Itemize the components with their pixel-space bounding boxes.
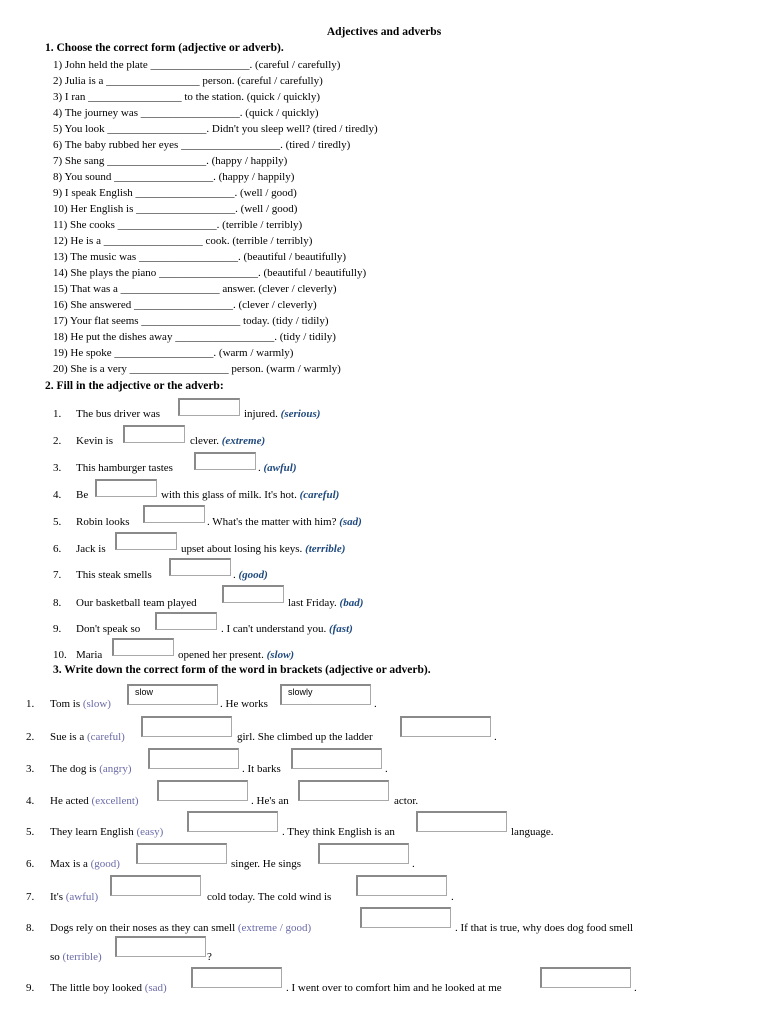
section1-line: 13) The music was __________________. (beautiful / beautifully) (53, 251, 347, 263)
section3-number: 5. (26, 826, 35, 838)
section3-number: 4. (26, 795, 35, 807)
section1-line: 7) She sang __________________. (happy / happily) (53, 155, 288, 167)
section1-heading: 1. Choose the correct form (adjective or adverb). (45, 42, 284, 54)
section1-line: 5) You look __________________. Didn't you sleep well? (tired / tiredly) (53, 123, 378, 135)
answer-input[interactable]: slow (127, 684, 218, 705)
answer-input[interactable] (356, 875, 447, 896)
section3-text-middle: . They think English is an (282, 826, 395, 838)
section3-number: 1. (26, 698, 35, 710)
hint-word: (careful) (86, 731, 125, 743)
answer-input[interactable] (115, 532, 177, 550)
answer-input[interactable] (194, 452, 256, 470)
section2-text-before: This steak smells (76, 569, 152, 581)
answer-input[interactable] (95, 479, 157, 497)
section3-text-start: It's (awful) (50, 891, 99, 903)
section3-text-middle: . If that is true, why does dog food smell (455, 922, 634, 934)
section1-line: 4) The journey was __________________. (quick / quickly) (53, 107, 319, 119)
section2-number: 1. (53, 408, 62, 420)
section1-line: 10) Her English is __________________. (well / good) (53, 203, 298, 215)
section2-number: 8. (53, 597, 62, 609)
hint-word: (terrible) (305, 543, 346, 555)
section2-text-before: Don't speak so (76, 623, 141, 635)
hint-word: (fast) (328, 623, 353, 635)
answer-input[interactable] (360, 907, 451, 928)
hint-word: (serious) (280, 408, 321, 420)
section3-number: 8. (26, 922, 35, 934)
section2-text-before: Our basketball team played (76, 597, 197, 609)
section3-text-middle: . He's an (251, 795, 289, 807)
section2-heading: 2. Fill in the adjective or the adverb: (45, 380, 224, 392)
section1-line: 20) She is a very __________________ person. (warm / warmly) (53, 363, 341, 375)
section1-line: 19) He spoke __________________. (warm / warmly) (53, 347, 294, 359)
section2-number: 10. (53, 649, 67, 661)
section1-line: 11) She cooks __________________. (terrible / terribly) (53, 219, 303, 231)
section3-text-start: Tom is (slow) (50, 698, 111, 710)
section3-text-middle: . He works (220, 698, 268, 710)
section2-text-before: This hamburger tastes (76, 462, 173, 474)
section2-number: 2. (53, 435, 62, 447)
section3-text-end: ? (207, 951, 212, 963)
section3-number: 3. (26, 763, 35, 775)
section3-text-start: He acted (excellent) (50, 795, 139, 807)
section3-number: 2. (26, 731, 35, 743)
answer-input[interactable] (157, 780, 248, 801)
section2-text-after: last Friday. (bad) (288, 597, 364, 609)
hint-word: (sad) (339, 516, 362, 528)
section2-number: 5. (53, 516, 62, 528)
section2-text-after: . What's the matter with him? (sad) (207, 516, 362, 528)
answer-input[interactable] (141, 716, 232, 737)
answer-input[interactable] (115, 936, 206, 957)
hint-word: (angry) (99, 763, 132, 775)
answer-input[interactable] (178, 398, 240, 416)
section2-text-after: . I can't understand you. (fast) (221, 623, 353, 635)
answer-input[interactable] (187, 811, 278, 832)
answer-input[interactable] (318, 843, 409, 864)
hint-word: (good) (238, 569, 268, 581)
section3-number: 7. (26, 891, 35, 903)
section3-text-end: actor. (394, 795, 419, 807)
section2-number: 9. (53, 623, 62, 635)
answer-input[interactable] (540, 967, 631, 988)
hint-word: (slow) (266, 649, 295, 661)
answer-input[interactable] (148, 748, 239, 769)
section2-number: 6. (53, 543, 62, 555)
hint-word: (slow) (82, 698, 111, 710)
section3-text-middle: cold today. The cold wind is (207, 891, 332, 903)
hint-word: (sad) (144, 982, 167, 994)
section1-line: 3) I ran _________________ to the station. (quick / quickly) (53, 91, 321, 103)
answer-input[interactable] (400, 716, 491, 737)
answer-input[interactable] (110, 875, 201, 896)
section1-line: 1) John held the plate __________________. (careful / carefully) (53, 59, 341, 71)
section3-text-end: . (412, 858, 415, 870)
section3-text-start: The dog is (angry) (50, 763, 132, 775)
section2-text-after: . (awful) (258, 462, 297, 474)
section2-number: 7. (53, 569, 62, 581)
section1-line: 2) Julia is a _________________ person. (careful / carefully) (53, 75, 323, 87)
section2-text-after: injured. (serious) (244, 408, 321, 420)
section3-heading: 3. Write down the correct form of the word in brackets (adjective or adverb). (53, 664, 431, 676)
section3-text-start: The little boy looked (sad) (50, 982, 167, 994)
answer-input[interactable]: slowly (280, 684, 371, 705)
section2-text-after: with this glass of milk. It's hot. (careful) (161, 489, 340, 501)
section2-text-after: upset about losing his keys. (terrible) (181, 543, 346, 555)
section3-text-end: . (451, 891, 454, 903)
section3-text-start: Max is a (good) (50, 858, 120, 870)
answer-input[interactable] (112, 638, 174, 656)
section3-text-end: . (385, 763, 388, 775)
section3-text-end: . (374, 698, 377, 710)
section3-text-end: . (634, 982, 637, 994)
section2-text-after: . (good) (233, 569, 268, 581)
section3-number: 6. (26, 858, 35, 870)
answer-input[interactable] (143, 505, 205, 523)
section1-line: 14) She plays the piano __________________. (beautiful / beautifully) (53, 267, 367, 279)
answer-input[interactable] (169, 558, 231, 576)
hint-word: (extreme / good) (237, 922, 312, 934)
answer-input[interactable] (123, 425, 185, 443)
section1-line: 17) Your flat seems __________________ today. (tidy / tidily) (53, 315, 329, 327)
section2-text-after: clever. (extreme) (190, 435, 266, 447)
section2-text-after: opened her present. (slow) (178, 649, 295, 661)
section3-text-middle: . I went over to comfort him and he looked at me (286, 982, 502, 994)
answer-input[interactable] (136, 843, 227, 864)
section1-line: 16) She answered __________________. (clever / cleverly) (53, 299, 317, 311)
section2-text-before: The bus driver was (76, 408, 161, 420)
section3-text-start: Dogs rely on their noses as they can smell (extreme / good) (50, 922, 312, 934)
answer-input[interactable] (222, 585, 284, 603)
section3-number: 9. (26, 982, 35, 994)
section1-line: 18) He put the dishes away __________________. (tidy / tidily) (53, 331, 336, 343)
section2-number: 3. (53, 462, 62, 474)
section1-line: 12) He is a __________________ cook. (terrible / terribly) (53, 235, 313, 247)
section3-text-middle: girl. She climbed up the ladder (237, 731, 373, 743)
answer-input[interactable] (155, 612, 217, 630)
section3-text-continuation: so (terrible) (50, 951, 102, 963)
section1-line: 9) I speak English __________________. (well / good) (53, 187, 297, 199)
section2-text-before: Jack is (76, 543, 106, 555)
section3-text-middle: . It barks (242, 763, 281, 775)
section1-line: 8) You sound __________________. (happy / happily) (53, 171, 295, 183)
hint-word: (excellent) (91, 795, 139, 807)
hint-word: (awful) (263, 462, 297, 474)
section3-text-middle: singer. He sings (231, 858, 301, 870)
section2-text-before: Be (76, 489, 89, 501)
section1-line: 15) That was a __________________ answer. (clever / cleverly) (53, 283, 337, 295)
section3-text-start: They learn English (easy) (50, 826, 164, 838)
section2-number: 4. (53, 489, 62, 501)
hint-word: (extreme) (221, 435, 266, 447)
section1-line: 6) The baby rubbed her eyes __________________. (tired / tiredly) (53, 139, 351, 151)
hint-word: (terrible) (62, 951, 102, 963)
answer-input[interactable] (191, 967, 282, 988)
section3-text-end: . (494, 731, 497, 743)
section3-text-end: language. (511, 826, 554, 838)
hint-word: (awful) (65, 891, 99, 903)
hint-word: (careful) (299, 489, 340, 501)
page-title: Adjectives and adverbs (326, 26, 442, 38)
section2-text-before: Maria (76, 649, 103, 661)
answer-input[interactable] (291, 748, 382, 769)
hint-word: (bad) (339, 597, 364, 609)
answer-input[interactable] (298, 780, 389, 801)
hint-word: (easy) (136, 826, 164, 838)
section3-text-start: Sue is a (careful) (50, 731, 125, 743)
section2-text-before: Kevin is (76, 435, 113, 447)
section2-text-before: Robin looks (76, 516, 130, 528)
answer-input[interactable] (416, 811, 507, 832)
hint-word: (good) (90, 858, 120, 870)
